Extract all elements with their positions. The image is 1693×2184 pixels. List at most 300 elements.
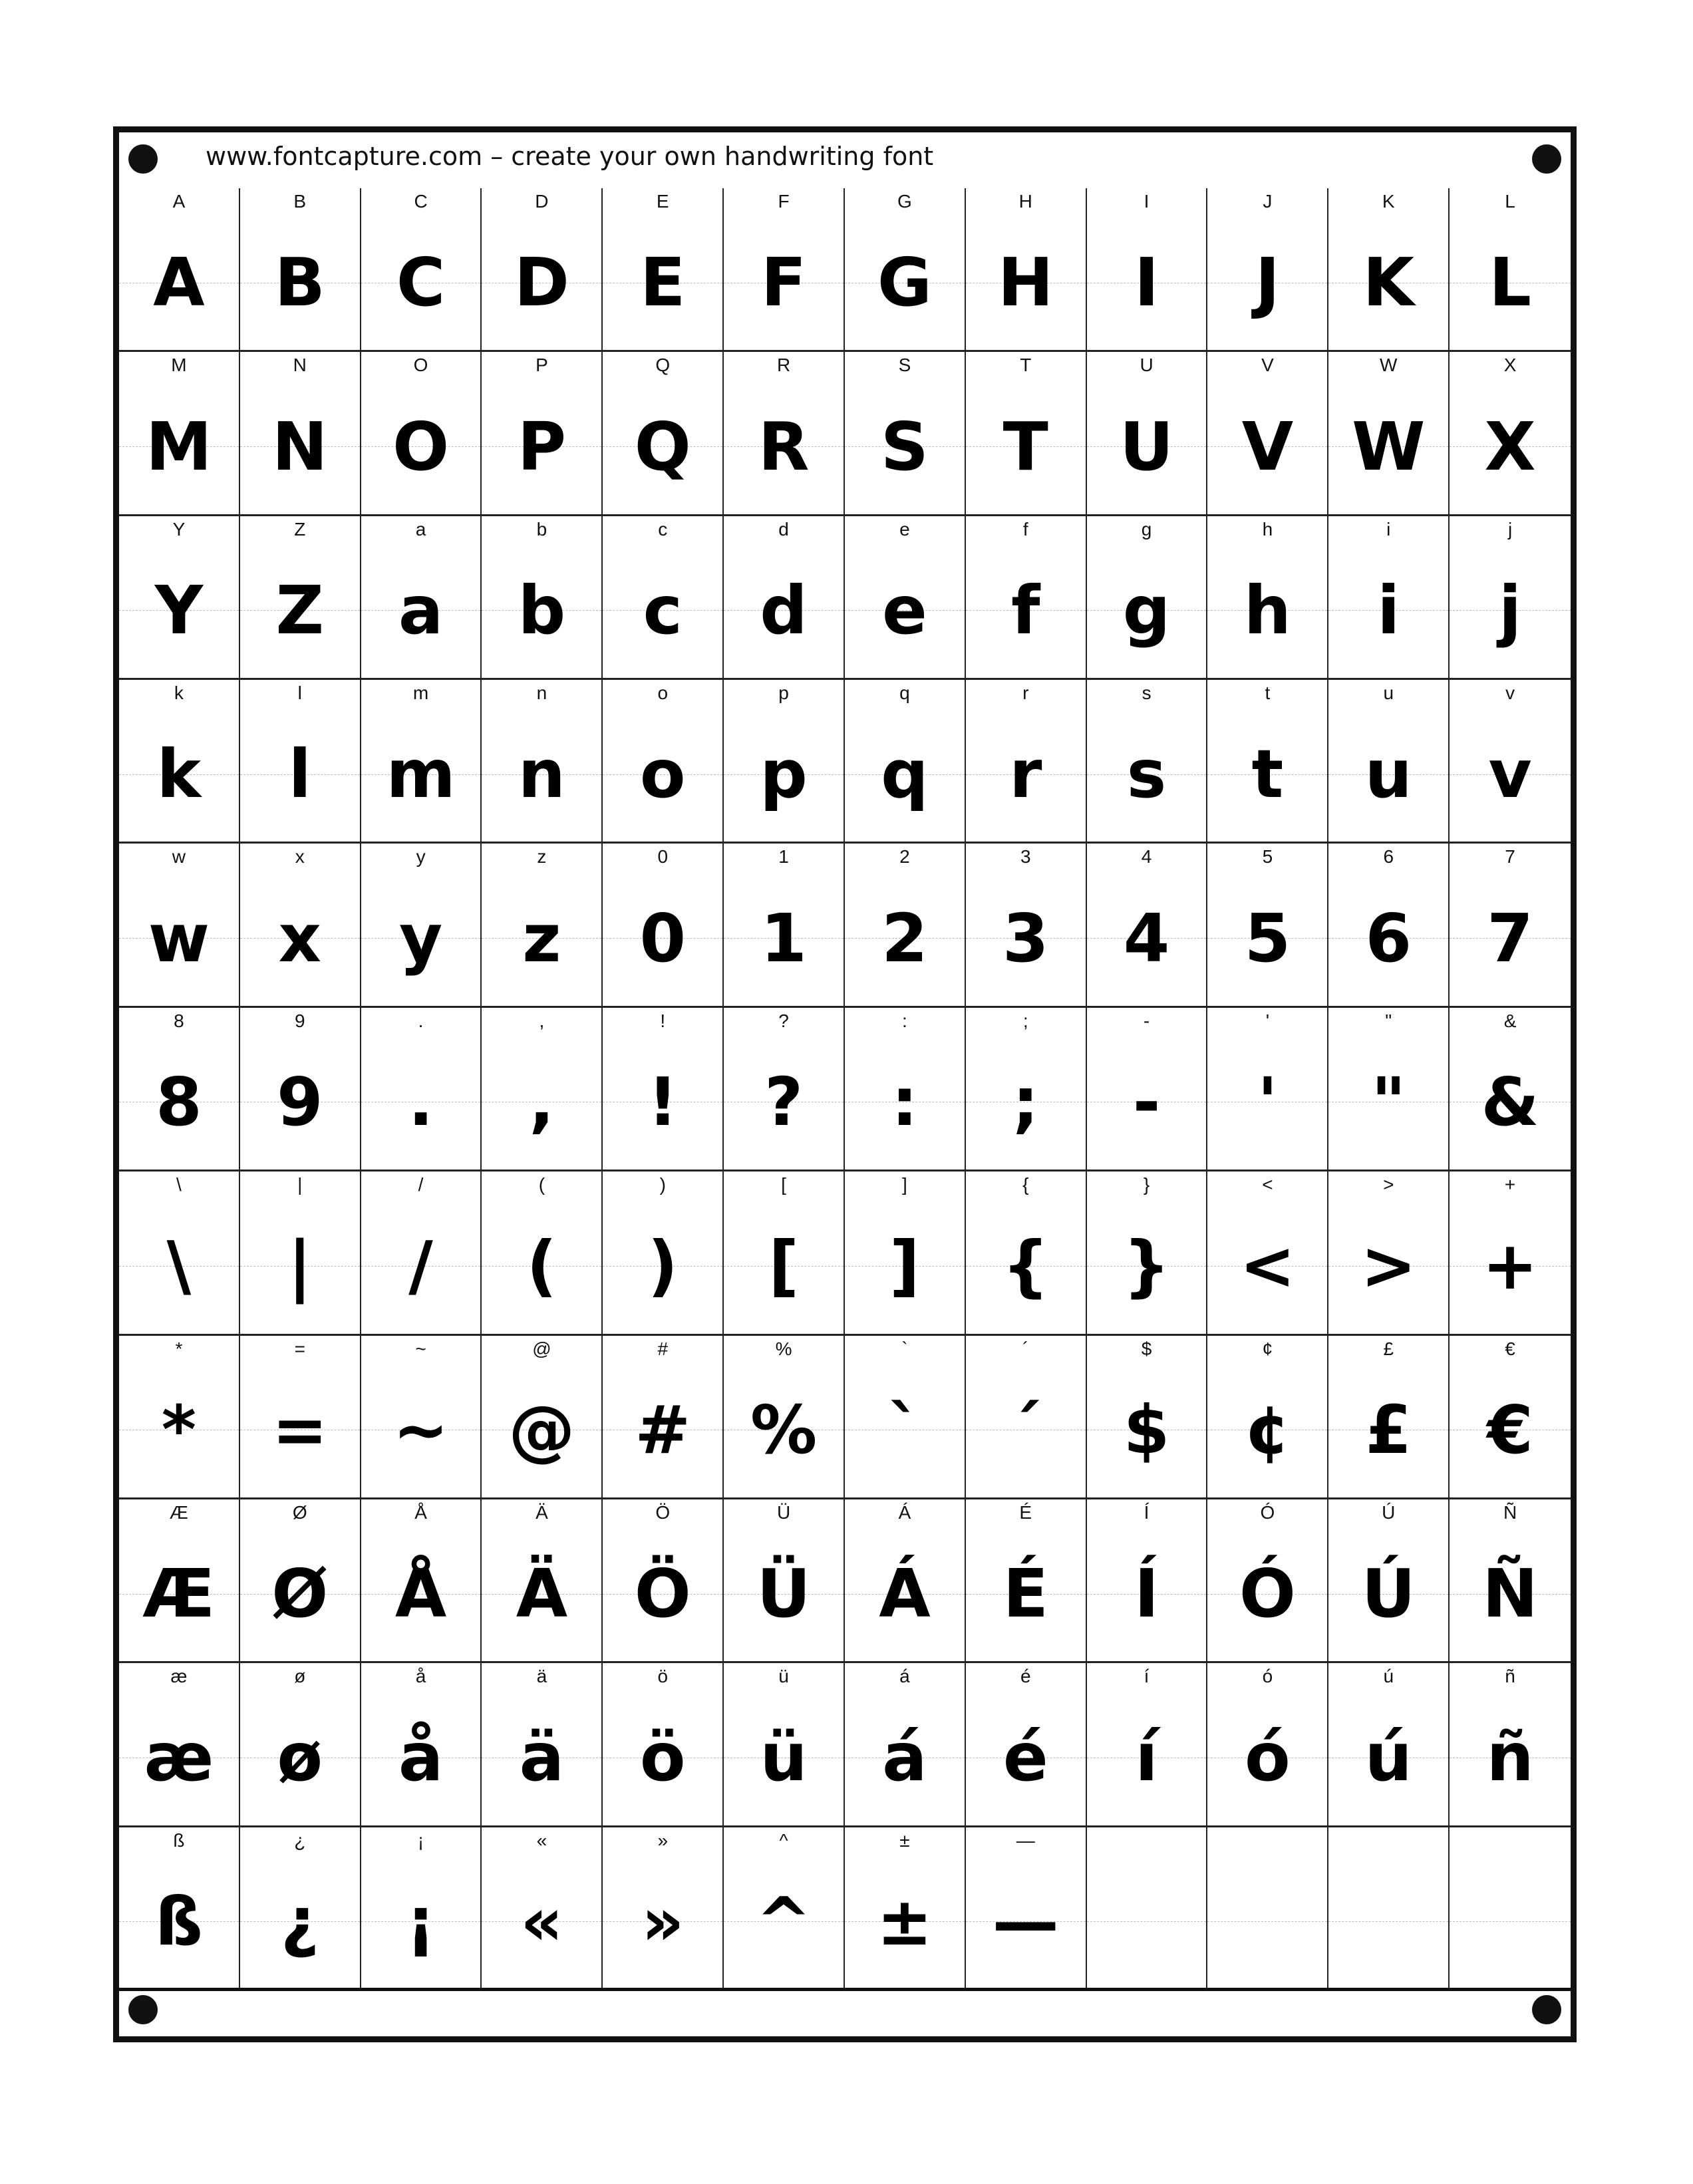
handwritten-glyph xyxy=(724,1854,844,1989)
cell-label: U xyxy=(1087,352,1207,380)
character-cell xyxy=(1450,1663,1571,1827)
handwritten-glyph xyxy=(240,1198,360,1333)
cell-label: B xyxy=(240,188,360,216)
cell-label: $ xyxy=(1087,1336,1207,1364)
character-cell xyxy=(119,1827,240,1991)
character-cell xyxy=(1328,188,1450,352)
glyph-text: h xyxy=(1243,571,1291,649)
glyph-text: ' xyxy=(1257,1062,1278,1141)
glyph-text: ^ xyxy=(756,1882,812,1960)
glyph-text: $ xyxy=(1123,1390,1170,1469)
glyph-text: n xyxy=(518,735,565,814)
character-cell xyxy=(361,1827,482,1991)
glyph-text: u xyxy=(1364,735,1412,814)
glyph-text: , xyxy=(529,1062,555,1141)
cell-label: C xyxy=(361,188,481,216)
cell-label: æ xyxy=(119,1663,239,1691)
character-cell xyxy=(845,188,966,352)
handwritten-glyph xyxy=(361,1198,481,1333)
character-cell xyxy=(1328,1827,1450,1991)
glyph-text: T xyxy=(1002,407,1048,486)
handwritten-glyph xyxy=(724,706,844,842)
cell-label: > xyxy=(1328,1171,1448,1199)
handwritten-glyph xyxy=(1207,379,1327,514)
glyph-text: y xyxy=(398,899,443,977)
glyph-text: p xyxy=(760,735,808,814)
handwritten-glyph xyxy=(1087,706,1207,842)
character-cell xyxy=(724,1499,845,1663)
cell-label: Q xyxy=(603,352,722,380)
handwritten-glyph xyxy=(966,1198,1086,1333)
glyph-text: Ä xyxy=(516,1555,568,1633)
cell-label: r xyxy=(966,680,1086,708)
handwritten-glyph xyxy=(240,1034,360,1170)
cell-label: w xyxy=(119,844,239,871)
character-cell xyxy=(1207,1499,1328,1663)
character-cell xyxy=(1087,1336,1208,1499)
cell-label: ' xyxy=(1207,1008,1327,1036)
glyph-text: 1 xyxy=(760,899,807,977)
handwritten-glyph xyxy=(1328,1198,1448,1333)
character-cell xyxy=(119,188,240,352)
character-cell xyxy=(119,680,240,844)
glyph-text: @ xyxy=(508,1390,575,1469)
cell-label: | xyxy=(240,1171,360,1199)
character-cell xyxy=(482,352,603,516)
glyph-text: B xyxy=(274,243,325,322)
handwritten-glyph xyxy=(1207,215,1327,350)
glyph-text: g xyxy=(1122,571,1171,649)
glyph-text: ü xyxy=(760,1718,808,1797)
handwritten-glyph xyxy=(1450,1362,1571,1497)
handwritten-glyph xyxy=(845,706,965,842)
glyph-text: ± xyxy=(877,1882,933,1960)
character-cell xyxy=(603,188,724,352)
handwritten-glyph xyxy=(482,1034,601,1170)
character-cell xyxy=(482,1008,603,1171)
character-cell xyxy=(119,1663,240,1827)
character-cell xyxy=(1207,352,1328,516)
character-cell xyxy=(724,1008,845,1171)
character-cell xyxy=(724,1336,845,1499)
character-cell xyxy=(361,680,482,844)
handwritten-glyph xyxy=(482,870,601,1005)
cell-label: W xyxy=(1328,352,1448,380)
character-cell xyxy=(845,1171,966,1335)
character-cell xyxy=(240,1499,361,1663)
glyph-text: D xyxy=(514,243,569,322)
character-cell xyxy=(1207,1336,1328,1499)
cell-label: ; xyxy=(966,1008,1086,1036)
handwritten-glyph xyxy=(1328,215,1448,350)
handwritten-glyph xyxy=(482,1854,601,1989)
character-cell xyxy=(240,1827,361,1991)
handwritten-glyph xyxy=(724,1362,844,1497)
handwritten-glyph xyxy=(1087,543,1207,678)
cell-label: » xyxy=(603,1827,722,1855)
character-cell xyxy=(1207,516,1328,680)
glyph-text: 7 xyxy=(1487,899,1533,977)
character-cell xyxy=(603,1663,724,1827)
glyph-text: Ñ xyxy=(1482,1555,1538,1633)
cell-label: h xyxy=(1207,516,1327,544)
handwritten-glyph xyxy=(603,706,722,842)
glyph-text: æ xyxy=(144,1718,214,1797)
handwritten-glyph xyxy=(966,1526,1086,1661)
character-cell xyxy=(966,1171,1087,1335)
character-cell xyxy=(1450,188,1571,352)
character-cell xyxy=(1328,680,1450,844)
cell-label: í xyxy=(1087,1663,1207,1691)
glyph-text: 2 xyxy=(881,899,928,977)
character-cell xyxy=(845,1827,966,1991)
handwritten-glyph xyxy=(119,1690,239,1825)
cell-label: y xyxy=(361,844,481,871)
handwritten-glyph xyxy=(845,1690,965,1825)
handwritten-glyph xyxy=(482,1198,601,1333)
handwritten-glyph xyxy=(845,1526,965,1661)
handwritten-glyph xyxy=(1207,1034,1327,1170)
character-cell xyxy=(966,1336,1087,1499)
character-cell xyxy=(1328,844,1450,1007)
glyph-text: Ø xyxy=(271,1555,329,1633)
handwritten-glyph xyxy=(1087,1690,1207,1825)
glyph-text: < xyxy=(1239,1227,1296,1305)
glyph-text: > xyxy=(1360,1227,1417,1305)
handwritten-glyph xyxy=(1207,1854,1327,1989)
glyph-text: Ó xyxy=(1239,1555,1296,1633)
glyph-text: c xyxy=(643,571,683,649)
handwritten-glyph xyxy=(966,1854,1086,1989)
cell-label: K xyxy=(1328,188,1448,216)
character-cell xyxy=(845,1336,966,1499)
handwritten-glyph xyxy=(1328,1526,1448,1661)
handwritten-glyph xyxy=(966,1034,1086,1170)
glyph-text: q xyxy=(881,735,929,814)
glyph-text: - xyxy=(1132,1062,1161,1141)
glyph-text: j xyxy=(1498,571,1522,649)
cell-label: < xyxy=(1207,1171,1327,1199)
character-cell xyxy=(240,188,361,352)
cell-label xyxy=(1087,1827,1207,1855)
cell-label: — xyxy=(966,1827,1086,1855)
cell-label: ß xyxy=(119,1827,239,1855)
glyph-text: e xyxy=(881,571,927,649)
character-cell xyxy=(1328,1336,1450,1499)
cell-label: 9 xyxy=(240,1008,360,1036)
handwritten-glyph xyxy=(1450,543,1571,678)
character-cell xyxy=(240,844,361,1007)
cell-label: e xyxy=(845,516,965,544)
cell-label: ´ xyxy=(966,1336,1086,1364)
character-cell xyxy=(361,844,482,1007)
cell-label: £ xyxy=(1328,1336,1448,1364)
cell-label: % xyxy=(724,1336,844,1364)
character-cell xyxy=(1087,1171,1208,1335)
cell-label: ñ xyxy=(1450,1663,1571,1691)
glyph-text: Q xyxy=(634,407,691,486)
character-cell xyxy=(966,516,1087,680)
character-cell xyxy=(1087,352,1208,516)
handwritten-glyph xyxy=(1087,1198,1207,1333)
cell-label: [ xyxy=(724,1171,844,1199)
handwritten-glyph xyxy=(361,543,481,678)
handwritten-glyph xyxy=(603,1034,722,1170)
character-cell xyxy=(603,516,724,680)
cell-label: H xyxy=(966,188,1086,216)
handwritten-glyph xyxy=(1328,1690,1448,1825)
glyph-text: 6 xyxy=(1365,899,1412,977)
character-cell xyxy=(1450,1499,1571,1663)
handwritten-glyph xyxy=(119,1854,239,1989)
character-cell xyxy=(119,844,240,1007)
handwritten-glyph xyxy=(1450,1526,1571,1661)
cell-label: Ñ xyxy=(1450,1499,1571,1527)
cell-label: ) xyxy=(603,1171,722,1199)
glyph-text: « xyxy=(520,1882,563,1960)
character-cell xyxy=(482,1827,603,1991)
handwritten-glyph xyxy=(1328,706,1448,842)
character-cell xyxy=(966,1827,1087,1991)
glyph-text: V xyxy=(1241,407,1294,486)
character-cell xyxy=(1087,844,1208,1007)
cell-label: @ xyxy=(482,1336,601,1364)
handwritten-glyph xyxy=(1207,1198,1327,1333)
cell-label: ú xyxy=(1328,1663,1448,1691)
character-cell xyxy=(240,1663,361,1827)
glyph-text: å xyxy=(398,1718,444,1797)
cell-label: O xyxy=(361,352,481,380)
cell-label: s xyxy=(1087,680,1207,708)
character-cell xyxy=(119,352,240,516)
cell-label: ? xyxy=(724,1008,844,1036)
handwritten-glyph xyxy=(119,1198,239,1333)
character-cell xyxy=(966,844,1087,1007)
cell-label: d xyxy=(724,516,844,544)
cell-label: ¡ xyxy=(361,1827,481,1855)
character-cell xyxy=(361,516,482,680)
cell-label xyxy=(1450,1827,1571,1855)
handwritten-glyph xyxy=(1450,706,1571,842)
glyph-text: % xyxy=(750,1390,818,1469)
handwritten-glyph xyxy=(966,379,1086,514)
handwritten-glyph xyxy=(603,1198,722,1333)
glyph-text: ` xyxy=(887,1390,921,1469)
glyph-text: € xyxy=(1487,1390,1533,1469)
glyph-text: & xyxy=(1481,1062,1539,1141)
glyph-text: [ xyxy=(768,1227,799,1305)
handwritten-glyph xyxy=(1450,379,1571,514)
glyph-text: i xyxy=(1377,571,1400,649)
cell-label: Ä xyxy=(482,1499,601,1527)
registration-mark-bottom-left xyxy=(128,1995,158,2024)
cell-label: + xyxy=(1450,1171,1571,1199)
character-cell xyxy=(1450,844,1571,1007)
glyph-text: ] xyxy=(889,1227,920,1305)
handwritten-glyph xyxy=(361,1034,481,1170)
glyph-text: * xyxy=(161,1390,197,1469)
handwritten-glyph xyxy=(966,870,1086,1005)
character-cell xyxy=(240,1008,361,1171)
glyph-text: Ö xyxy=(634,1555,691,1633)
glyph-text: a xyxy=(398,571,444,649)
sheet-header xyxy=(119,132,1571,192)
character-cell xyxy=(1087,680,1208,844)
handwritten-glyph xyxy=(1450,1690,1571,1825)
character-cell xyxy=(1087,516,1208,680)
handwritten-glyph xyxy=(240,379,360,514)
cell-label: # xyxy=(603,1336,722,1364)
handwritten-glyph xyxy=(361,1854,481,1989)
glyph-text: : xyxy=(891,1062,918,1141)
character-cell xyxy=(1450,1827,1571,1991)
cell-label: = xyxy=(240,1336,360,1364)
character-cell xyxy=(966,352,1087,516)
handwritten-glyph xyxy=(1450,870,1571,1005)
handwritten-glyph xyxy=(603,379,722,514)
glyph-text: é xyxy=(1002,1718,1048,1797)
cell-label: R xyxy=(724,352,844,380)
handwritten-glyph xyxy=(119,1034,239,1170)
character-cell xyxy=(240,352,361,516)
handwritten-glyph xyxy=(1207,543,1327,678)
handwritten-glyph xyxy=(1207,1690,1327,1825)
cell-label: Å xyxy=(361,1499,481,1527)
glyph-text: A xyxy=(153,243,205,322)
glyph-text: Æ xyxy=(142,1555,216,1633)
character-cell xyxy=(361,1336,482,1499)
handwritten-glyph xyxy=(845,1854,965,1989)
cell-label: f xyxy=(966,516,1086,544)
glyph-text: Å xyxy=(394,1555,447,1633)
glyph-text: ´ xyxy=(1008,1390,1042,1469)
cell-label: & xyxy=(1450,1008,1571,1036)
glyph-text: R xyxy=(758,407,810,486)
cell-label: ¿ xyxy=(240,1827,360,1855)
character-cell xyxy=(724,844,845,1007)
character-cell xyxy=(603,1336,724,1499)
cell-label: Ó xyxy=(1207,1499,1327,1527)
character-cell xyxy=(119,1008,240,1171)
character-cell xyxy=(482,516,603,680)
glyph-text: f xyxy=(1010,571,1040,649)
cell-label: á xyxy=(845,1663,965,1691)
character-cell xyxy=(603,1171,724,1335)
cell-label: X xyxy=(1450,352,1571,380)
cell-label: A xyxy=(119,188,239,216)
template-sheet xyxy=(113,126,1577,2042)
cell-label: é xyxy=(966,1663,1086,1691)
glyph-text: d xyxy=(760,571,808,649)
handwritten-glyph xyxy=(1328,543,1448,678)
handwritten-glyph xyxy=(119,1362,239,1497)
header-title: www.fontcapture.com – create your own handwriting font xyxy=(206,142,934,171)
cell-label: É xyxy=(966,1499,1086,1527)
handwritten-glyph xyxy=(603,1854,722,1989)
cell-label: Y xyxy=(119,516,239,544)
cell-label xyxy=(1328,1827,1448,1855)
character-cell xyxy=(966,1663,1087,1827)
cell-label: { xyxy=(966,1171,1086,1199)
character-cell xyxy=(845,516,966,680)
glyph-text: t xyxy=(1251,735,1284,814)
character-cell xyxy=(1450,1008,1571,1171)
character-cell xyxy=(1087,1008,1208,1171)
cell-label: P xyxy=(482,352,601,380)
character-cell xyxy=(482,1499,603,1663)
handwritten-glyph xyxy=(119,543,239,678)
glyph-text: — xyxy=(992,1882,1059,1960)
character-cell xyxy=(1207,1171,1328,1335)
cell-label: ` xyxy=(845,1336,965,1364)
glyph-text: É xyxy=(1002,1555,1048,1633)
handwritten-glyph xyxy=(361,215,481,350)
character-cell xyxy=(845,844,966,1007)
character-cell xyxy=(482,680,603,844)
glyph-text: # xyxy=(635,1390,691,1469)
cell-label: 8 xyxy=(119,1008,239,1036)
character-cell xyxy=(119,1336,240,1499)
glyph-text: I xyxy=(1134,243,1159,322)
cell-label: t xyxy=(1207,680,1327,708)
handwritten-glyph xyxy=(1087,215,1207,350)
handwritten-glyph xyxy=(724,1034,844,1170)
glyph-text: E xyxy=(640,243,686,322)
character-cell xyxy=(1087,1827,1208,1991)
cell-label: 2 xyxy=(845,844,965,871)
handwritten-glyph xyxy=(724,1198,844,1333)
cell-label: D xyxy=(482,188,601,216)
character-cell xyxy=(845,1663,966,1827)
handwritten-glyph xyxy=(845,870,965,1005)
glyph-text: v xyxy=(1488,735,1532,814)
handwritten-glyph xyxy=(603,1690,722,1825)
handwritten-glyph xyxy=(482,215,601,350)
glyph-text: ! xyxy=(647,1062,679,1141)
cell-label: å xyxy=(361,1663,481,1691)
cell-label: " xyxy=(1328,1008,1448,1036)
cell-label: o xyxy=(603,680,722,708)
character-cell xyxy=(1207,1008,1328,1171)
character-cell xyxy=(482,844,603,1007)
character-cell xyxy=(1207,1663,1328,1827)
character-cell xyxy=(482,188,603,352)
cell-label: I xyxy=(1087,188,1207,216)
glyph-text: 4 xyxy=(1123,899,1170,977)
character-cell xyxy=(361,352,482,516)
character-cell xyxy=(724,352,845,516)
character-cell xyxy=(1087,1663,1208,1827)
cell-label: 4 xyxy=(1087,844,1207,871)
character-cell xyxy=(724,1171,845,1335)
character-cell xyxy=(724,1827,845,1991)
character-cell xyxy=(845,1499,966,1663)
character-cell xyxy=(240,680,361,844)
cell-label: Ú xyxy=(1328,1499,1448,1527)
handwritten-glyph xyxy=(119,1526,239,1661)
character-cell xyxy=(724,188,845,352)
character-cell xyxy=(1328,1663,1450,1827)
character-cell xyxy=(1087,188,1208,352)
handwritten-glyph xyxy=(482,1362,601,1497)
glyph-text: 8 xyxy=(156,1062,202,1141)
handwritten-glyph xyxy=(1087,1526,1207,1661)
cell-label: - xyxy=(1087,1008,1207,1036)
glyph-text: ö xyxy=(639,1718,686,1797)
cell-label: } xyxy=(1087,1171,1207,1199)
character-cell xyxy=(482,1663,603,1827)
character-cell xyxy=(240,1336,361,1499)
